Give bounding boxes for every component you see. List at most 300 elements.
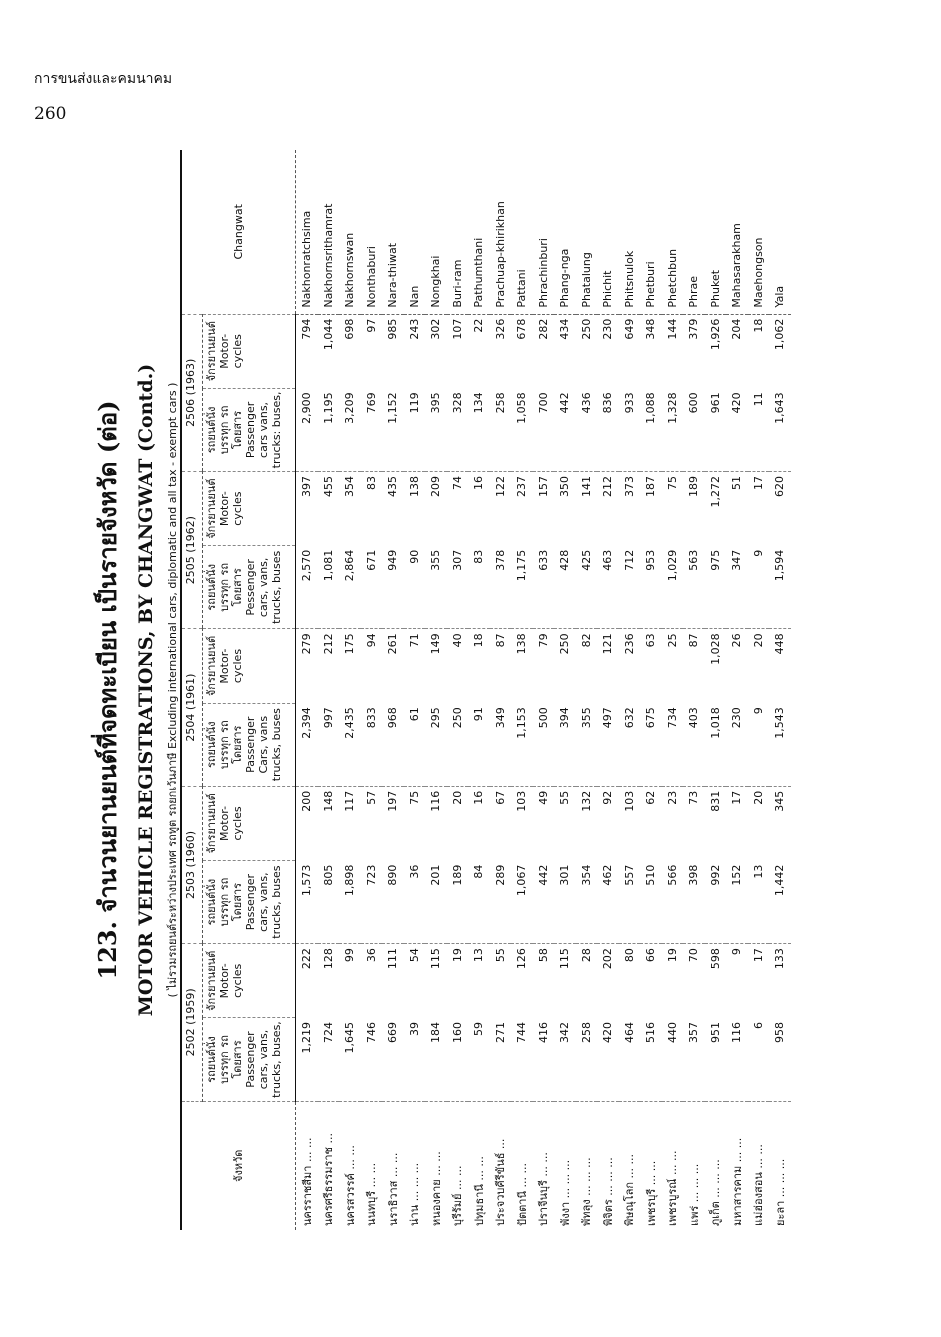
- passenger-count: 890: [382, 861, 404, 944]
- motorcycle-count: 236: [622, 633, 636, 655]
- motorcycle-count: 70: [687, 948, 701, 963]
- motorcycle-count: 279: [300, 633, 314, 655]
- table-row: [468, 150, 490, 1230]
- passenger-count: 1,018: [705, 703, 727, 786]
- passenger-count: 1,573: [296, 861, 318, 944]
- passenger-count: 2,435: [339, 703, 361, 786]
- motorcycle-count: 434: [558, 318, 572, 340]
- motorcycle-count: 121: [601, 633, 615, 655]
- motorcycle-count: 18: [751, 318, 765, 333]
- motorcycle-count: 115: [558, 948, 572, 970]
- running-head: การขนส่งและคมนาคม: [34, 71, 173, 87]
- motorcycle-count: 126: [515, 948, 529, 970]
- table-row: [619, 150, 641, 1230]
- motorcycle-count: 83: [364, 475, 378, 490]
- motorcycle-count: 212: [321, 633, 335, 655]
- passenger-count: 1,645: [339, 1018, 361, 1101]
- table-body: [296, 150, 791, 1230]
- passenger-count: 833: [361, 703, 383, 786]
- title-note: ( ไม่รวมรถยนต์ระหว่างประเทศ รถทูต รถยกเว้นภาษี Excluding international cars, diplomatic and all tax - exempt cars ): [166, 382, 179, 998]
- motorcycle-count: 138: [515, 633, 529, 655]
- passenger-count: 700: [533, 388, 555, 471]
- passenger-count: 440: [662, 1018, 684, 1101]
- changwat-thai-name: ปัตตานี ... ...: [515, 1163, 529, 1226]
- header-year-2503: 2503 (1960): [181, 786, 203, 943]
- motorcycle-count: 54: [407, 948, 421, 963]
- motorcycle-count: 19: [665, 948, 679, 963]
- passenger-count: 13: [748, 861, 770, 944]
- table-row: [705, 150, 727, 1230]
- changwat-thai-name: พัทลุง ... ... ...: [580, 1157, 594, 1226]
- passenger-count: 975: [705, 546, 727, 629]
- motorcycle-count: 1,028: [708, 633, 722, 665]
- passenger-count: 357: [683, 1018, 705, 1101]
- changwat-english-name: Yala: [769, 150, 791, 314]
- motorcycle-count: 40: [450, 633, 464, 648]
- motorcycle-count: 115: [429, 948, 443, 970]
- passenger-count: 1,442: [769, 861, 791, 944]
- passenger-count: 1,088: [640, 388, 662, 471]
- passenger-count: 395: [425, 388, 447, 471]
- motorcycle-count: 261: [386, 633, 400, 655]
- motorcycle-count: 212: [601, 475, 615, 497]
- motorcycle-count: 63: [644, 633, 658, 648]
- passenger-count: 258: [490, 388, 512, 471]
- table-titles: [80, 140, 181, 1240]
- motorcycle-count: 74: [450, 475, 464, 490]
- passenger-count: 510: [640, 861, 662, 944]
- motorcycle-count: 36: [364, 948, 378, 963]
- passenger-count: 997: [318, 703, 340, 786]
- motorcycle-count: 302: [429, 318, 443, 340]
- motorcycle-count: 1,044: [321, 318, 335, 351]
- changwat-thai-name: พังงา ... ... ...: [558, 1159, 572, 1226]
- motorcycle-count: 87: [687, 633, 701, 648]
- motorcycle-count: 222: [300, 948, 314, 970]
- passenger-count: 119: [404, 388, 426, 471]
- changwat-english-name: Phrae: [683, 150, 705, 314]
- motorcycle-count: 187: [644, 475, 658, 497]
- header-changwat-thai: จังหวัด: [181, 1101, 296, 1230]
- passenger-count: 398: [683, 861, 705, 944]
- passenger-count: 723: [361, 861, 383, 944]
- passenger-count: 355: [425, 546, 447, 629]
- motorcycle-count: 17: [751, 475, 765, 490]
- passenger-count: 746: [361, 1018, 383, 1101]
- motorcycle-count: 348: [644, 318, 658, 340]
- header-year-2506: 2506 (1963): [181, 314, 203, 471]
- page-number: 260: [34, 104, 67, 124]
- motorcycle-count: 149: [429, 633, 443, 655]
- motorcycle-count: 122: [493, 475, 507, 497]
- motorcycle-count: 111: [386, 948, 400, 970]
- motorcycle-count: 13: [472, 948, 486, 963]
- passenger-count: 566: [662, 861, 684, 944]
- motorcycle-count: 243: [407, 318, 421, 340]
- passenger-count: 378: [490, 546, 512, 629]
- changwat-english-name: Phang-nga: [554, 150, 576, 314]
- table-row: [361, 150, 383, 1230]
- passenger-count: 342: [554, 1018, 576, 1101]
- changwat-thai-name: นนทบุรี ... ...: [365, 1162, 379, 1226]
- motorcycle-count: 18: [472, 633, 486, 648]
- motorcycle-count: 1,272: [708, 475, 722, 508]
- table-row: [425, 150, 447, 1230]
- passenger-count: 59: [468, 1018, 490, 1101]
- passenger-count: 712: [619, 546, 641, 629]
- motorcycle-count: 87: [493, 633, 507, 648]
- motorcycle-count: 20: [751, 790, 765, 805]
- motorcycle-count: 23: [665, 790, 679, 805]
- motorcycle-count: 373: [622, 475, 636, 497]
- table-row: [447, 150, 469, 1230]
- passenger-count: 307: [447, 546, 469, 629]
- passenger-count: 134: [468, 388, 490, 471]
- passenger-count: 442: [533, 861, 555, 944]
- header-passenger-2504: รถยนต์นั่ง บรรทุก รถโดยสาร Passenger Cars, vans trucks, buses: [203, 703, 296, 786]
- passenger-count: 933: [619, 388, 641, 471]
- header-passenger-2506: รถยนต์นั่ง บรรทุก รถโดยสาร Passenger cars vans, trucks: buses,: [203, 388, 296, 471]
- motorcycle-count: 55: [558, 790, 572, 805]
- passenger-count: 84: [468, 861, 490, 944]
- motorcycle-count: 71: [407, 633, 421, 648]
- header-motorcycle-2506: จักรยานยนต์ Motor- cycles: [203, 314, 296, 388]
- motorcycle-count: 22: [472, 318, 486, 333]
- passenger-count: 250: [447, 703, 469, 786]
- header-motorcycle-2504: จักรยานยนต์ Motor- cycles: [203, 629, 296, 703]
- header-motorcycle-2503: จักรยานยนต์ Motor- cycles: [203, 786, 296, 860]
- motorcycle-count: 128: [321, 948, 335, 970]
- changwat-english-name: Maehongson: [748, 150, 770, 314]
- changwat-english-name: Nan: [404, 150, 426, 314]
- changwat-thai-name: นครราชสีมา ... ...: [300, 1137, 314, 1226]
- passenger-count: 201: [425, 861, 447, 944]
- motorcycle-count: 1,062: [773, 318, 787, 351]
- passenger-count: 189: [447, 861, 469, 944]
- changwat-thai-name: พิษณุโลก ... ...: [623, 1154, 637, 1226]
- passenger-count: 1,081: [318, 546, 340, 629]
- passenger-count: 289: [490, 861, 512, 944]
- motorcycle-count: 326: [493, 318, 507, 340]
- table-row: [748, 150, 770, 1230]
- changwat-english-name: Phrachinburi: [533, 150, 555, 314]
- passenger-count: 116: [726, 1018, 748, 1101]
- motorcycle-count: 17: [751, 948, 765, 963]
- motorcycle-count: 92: [601, 790, 615, 805]
- motorcycle-count: 200: [300, 790, 314, 812]
- motorcycle-count: 250: [579, 318, 593, 340]
- passenger-count: 958: [769, 1018, 791, 1101]
- motorcycle-count: 103: [622, 790, 636, 812]
- passenger-count: 949: [382, 546, 404, 629]
- motorcycle-count: 230: [601, 318, 615, 340]
- changwat-english-name: Nakhornsrithamrat: [318, 150, 340, 314]
- motorcycle-count: 17: [730, 790, 744, 805]
- passenger-count: 2,394: [296, 703, 318, 786]
- passenger-count: 463: [597, 546, 619, 629]
- passenger-count: 403: [683, 703, 705, 786]
- passenger-count: 805: [318, 861, 340, 944]
- passenger-count: 632: [619, 703, 641, 786]
- changwat-english-name: Nara-thiwat: [382, 150, 404, 314]
- motorcycle-count: 20: [450, 790, 464, 805]
- table-row: [683, 150, 705, 1230]
- motorcycle-count: 209: [429, 475, 443, 497]
- passenger-count: 836: [597, 388, 619, 471]
- changwat-thai-name: แพร่ ... ... ...: [687, 1163, 701, 1226]
- changwat-thai-name: เพชรบุรี ... ...: [644, 1160, 658, 1226]
- motorcycle-count: 282: [536, 318, 550, 340]
- passenger-count: 160: [447, 1018, 469, 1101]
- passenger-count: 563: [683, 546, 705, 629]
- passenger-count: 90: [404, 546, 426, 629]
- motorcycle-count: 448: [773, 633, 787, 655]
- changwat-thai-name: นราธิวาส ... ...: [386, 1152, 400, 1226]
- motorcycle-count: 73: [687, 790, 701, 805]
- header-passenger-2503: รถยนต์นั่ง บรรทุก รถโดยสาร Passenger cars, vans, trucks, buses: [203, 861, 296, 944]
- motorcycle-count: 67: [493, 790, 507, 805]
- passenger-count: 2,570: [296, 546, 318, 629]
- header-year-2504: 2504 (1961): [181, 629, 203, 786]
- table-row: [490, 150, 512, 1230]
- passenger-count: 462: [597, 861, 619, 944]
- passenger-count: 1,175: [511, 546, 533, 629]
- table-row: [554, 150, 576, 1230]
- changwat-thai-name: นครสวรรค์ ... ...: [343, 1145, 357, 1226]
- motorcycle-count: 80: [622, 948, 636, 963]
- table-row: [404, 150, 426, 1230]
- changwat-english-name: Phetchbun: [662, 150, 684, 314]
- changwat-english-name: Pattani: [511, 150, 533, 314]
- motorcycle-count: 19: [450, 948, 464, 963]
- motorcycle-count: 350: [558, 475, 572, 497]
- passenger-count: 464: [619, 1018, 641, 1101]
- header-passenger-2505: รถยนต์นั่ง บรรทุก รถโดยสาร Pessenger cars, vans, trucks, buses: [203, 546, 296, 629]
- motorcycle-count: 55: [493, 948, 507, 963]
- motorcycle-count: 97: [364, 318, 378, 333]
- changwat-english-name: Phichit: [597, 150, 619, 314]
- passenger-count: 349: [490, 703, 512, 786]
- motorcycle-count: 157: [536, 475, 550, 497]
- passenger-count: 295: [425, 703, 447, 786]
- table-row: [339, 150, 361, 1230]
- passenger-count: 91: [468, 703, 490, 786]
- table-row: [511, 150, 533, 1230]
- motorcycle-count: 148: [321, 790, 335, 812]
- passenger-count: 961: [705, 388, 727, 471]
- header-year-2502: 2502 (1959): [181, 944, 203, 1101]
- passenger-count: 497: [597, 703, 619, 786]
- passenger-count: 1,153: [511, 703, 533, 786]
- passenger-count: 39: [404, 1018, 426, 1101]
- passenger-count: 184: [425, 1018, 447, 1101]
- motorcycle-count: 678: [515, 318, 529, 340]
- passenger-count: 271: [490, 1018, 512, 1101]
- changwat-thai-name: บุรีรัมย์ ... ...: [451, 1165, 465, 1226]
- passenger-count: 1,543: [769, 703, 791, 786]
- passenger-count: 258: [576, 1018, 598, 1101]
- changwat-english-name: Mahasarakham: [726, 150, 748, 314]
- motorcycle-count: 66: [644, 948, 658, 963]
- passenger-count: 301: [554, 861, 576, 944]
- motorcycle-count: 107: [450, 318, 464, 340]
- motorcycle-count: 435: [386, 475, 400, 497]
- passenger-count: 1,594: [769, 546, 791, 629]
- passenger-count: 734: [662, 703, 684, 786]
- changwat-thai-name: ปราจีนบุรี ... ...: [537, 1152, 551, 1226]
- motorcycle-count: 1,926: [708, 318, 722, 351]
- motorcycle-count: 49: [536, 790, 550, 805]
- registration-table: [180, 150, 791, 1230]
- motorcycle-count: 58: [536, 948, 550, 963]
- motorcycle-count: 133: [773, 948, 787, 970]
- passenger-count: 6: [748, 1018, 770, 1101]
- motorcycle-count: 598: [708, 948, 722, 970]
- motorcycle-count: 9: [730, 948, 744, 956]
- changwat-thai-name: ยะลา ... ... ...: [773, 1158, 787, 1226]
- passenger-count: 11: [748, 388, 770, 471]
- passenger-count: 1,152: [382, 388, 404, 471]
- changwat-thai-name: หนองคาย ... ...: [429, 1151, 443, 1226]
- passenger-count: 769: [361, 388, 383, 471]
- motorcycle-count: 698: [343, 318, 357, 340]
- passenger-count: 355: [576, 703, 598, 786]
- motorcycle-count: 25: [665, 633, 679, 648]
- motorcycle-count: 138: [407, 475, 421, 497]
- motorcycle-count: 354: [343, 475, 357, 497]
- motorcycle-count: 82: [579, 633, 593, 648]
- motorcycle-count: 237: [515, 475, 529, 497]
- passenger-count: 328: [447, 388, 469, 471]
- motorcycle-count: 649: [622, 318, 636, 340]
- motorcycle-count: 204: [730, 318, 744, 340]
- changwat-english-name: Nonthaburi: [361, 150, 383, 314]
- motorcycle-count: 197: [386, 790, 400, 812]
- passenger-count: 428: [554, 546, 576, 629]
- changwat-english-name: Prachuap-khirikhan: [490, 150, 512, 314]
- motorcycle-count: 57: [364, 790, 378, 805]
- passenger-count: 675: [640, 703, 662, 786]
- changwat-english-name: Phitsnulok: [619, 150, 641, 314]
- passenger-count: 394: [554, 703, 576, 786]
- motorcycle-count: 141: [579, 475, 593, 497]
- motorcycle-count: 985: [386, 318, 400, 340]
- table-row: [640, 150, 662, 1230]
- motorcycle-count: 20: [751, 633, 765, 648]
- passenger-count: 953: [640, 546, 662, 629]
- changwat-english-name: Nongkhai: [425, 150, 447, 314]
- passenger-count: 671: [361, 546, 383, 629]
- motorcycle-count: 117: [343, 790, 357, 812]
- table-row: [533, 150, 555, 1230]
- passenger-count: 9: [748, 703, 770, 786]
- motorcycle-count: 62: [644, 790, 658, 805]
- passenger-count: 669: [382, 1018, 404, 1101]
- motorcycle-count: 397: [300, 475, 314, 497]
- passenger-count: 968: [382, 703, 404, 786]
- passenger-count: 436: [576, 388, 598, 471]
- title-thai: 123. จำนวนยานยนต์ที่จดทะเบียน เป็นรายจังหวัด (ต่อ): [93, 400, 122, 980]
- motorcycle-count: 16: [472, 790, 486, 805]
- passenger-count: 420: [726, 388, 748, 471]
- changwat-english-name: Phetburi: [640, 150, 662, 314]
- header-passenger-2502: รถยนต์นั่ง บรรทุก รถโดยสาร Passenger cars, vans, trucks, buses,: [203, 1018, 296, 1101]
- motorcycle-count: 94: [364, 633, 378, 648]
- header-motorcycle-2502: จักรยานยนต์ Motor- cycles: [203, 944, 296, 1018]
- changwat-thai-name: พิจิตร ... ... ...: [601, 1157, 615, 1226]
- motorcycle-count: 620: [773, 475, 787, 497]
- motorcycle-count: 28: [579, 948, 593, 963]
- motorcycle-count: 189: [687, 475, 701, 497]
- passenger-count: 442: [554, 388, 576, 471]
- changwat-english-name: Nakhornswan: [339, 150, 361, 314]
- motorcycle-count: 202: [601, 948, 615, 970]
- table-row: [769, 150, 791, 1230]
- passenger-count: 1,067: [511, 861, 533, 944]
- changwat-thai-name: มหาสารคาม ... ...: [730, 1137, 744, 1226]
- motorcycle-count: 103: [515, 790, 529, 812]
- motorcycle-count: 132: [579, 790, 593, 812]
- changwat-thai-name: ปทุมธานี ... ...: [472, 1156, 486, 1226]
- motorcycle-count: 99: [343, 948, 357, 963]
- passenger-count: 1,898: [339, 861, 361, 944]
- passenger-count: 557: [619, 861, 641, 944]
- changwat-thai-name: แม่ฮ่องสอน ... ...: [752, 1144, 766, 1226]
- rotated-table-page: [80, 140, 880, 1240]
- table-row: [382, 150, 404, 1230]
- passenger-count: 1,219: [296, 1018, 318, 1101]
- table-row: [296, 150, 318, 1230]
- passenger-count: 951: [705, 1018, 727, 1101]
- passenger-count: 347: [726, 546, 748, 629]
- changwat-english-name: Nakhonratchsima: [296, 150, 318, 314]
- title-english: MOTOR VEHICLE REGISTRATIONS, BY CHANGWAT (Contd.): [135, 363, 157, 1017]
- motorcycle-count: 16: [472, 475, 486, 490]
- passenger-count: 2,864: [339, 546, 361, 629]
- passenger-count: 420: [597, 1018, 619, 1101]
- motorcycle-count: 26: [730, 633, 744, 648]
- passenger-count: 633: [533, 546, 555, 629]
- passenger-count: 600: [683, 388, 705, 471]
- header-changwat-english: Changwat: [181, 150, 296, 314]
- changwat-thai-name: เพชรบูรณ์ ... ...: [666, 1150, 680, 1226]
- changwat-thai-name: นครศรีธรรมราช ...: [322, 1133, 336, 1226]
- header-motorcycle-2505: จักรยานยนต์ Motor- cycles: [203, 471, 296, 545]
- motorcycle-count: 144: [665, 318, 679, 340]
- motorcycle-count: 116: [429, 790, 443, 812]
- passenger-count: 500: [533, 703, 555, 786]
- passenger-count: 1,643: [769, 388, 791, 471]
- table-row: [597, 150, 619, 1230]
- passenger-count: 61: [404, 703, 426, 786]
- table-row: [726, 150, 748, 1230]
- passenger-count: 9: [748, 546, 770, 629]
- changwat-thai-name: น่าน ... ... ...: [408, 1162, 422, 1226]
- passenger-count: 1,058: [511, 388, 533, 471]
- motorcycle-count: 75: [665, 475, 679, 490]
- table-row: [576, 150, 598, 1230]
- table-row: [662, 150, 684, 1230]
- changwat-english-name: Phuket: [705, 150, 727, 314]
- motorcycle-count: 345: [773, 790, 787, 812]
- passenger-count: 744: [511, 1018, 533, 1101]
- motorcycle-count: 79: [536, 633, 550, 648]
- changwat-thai-name: ภูเก็ต ... ... ...: [709, 1159, 723, 1226]
- passenger-count: 516: [640, 1018, 662, 1101]
- motorcycle-count: 250: [558, 633, 572, 655]
- passenger-count: 36: [404, 861, 426, 944]
- passenger-count: 354: [576, 861, 598, 944]
